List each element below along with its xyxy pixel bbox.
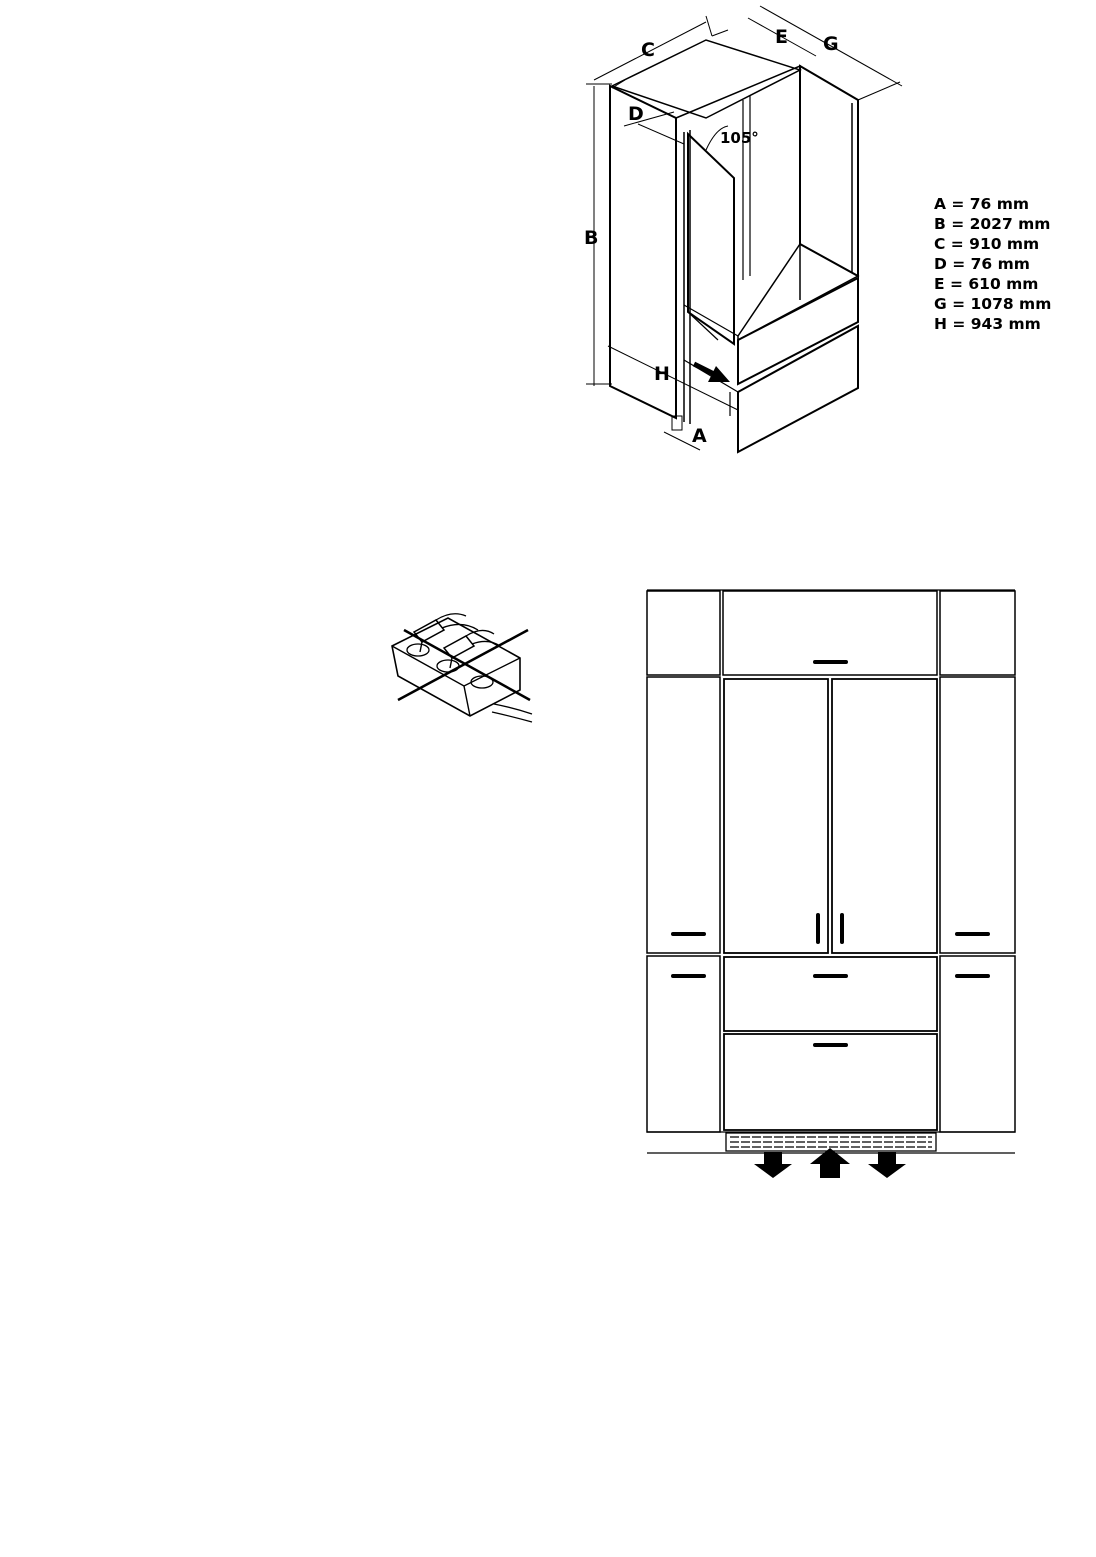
airflow-out-arrow-left: [754, 1152, 792, 1178]
dim-label-d: D: [628, 103, 644, 125]
freezer-drawer-lower-front: [738, 326, 858, 452]
legend-item-e: E = 610 mm: [934, 275, 1039, 293]
main-cord: [492, 712, 532, 722]
dim-g-ext: [858, 82, 900, 100]
fridge-door-right: [832, 679, 937, 953]
dim-label-e: E: [775, 26, 788, 48]
dimension-legend: [934, 195, 1051, 333]
legend-item-d: D = 76 mm: [934, 255, 1030, 273]
fridge-drawer-lower: [724, 1034, 937, 1130]
legend-item-g: G = 1078 mm: [934, 295, 1052, 313]
fridge-drawer-upper: [724, 957, 937, 1031]
side-cabinet-right-upper: [940, 677, 1015, 953]
upper-cabinet-right: [940, 591, 1015, 675]
installation-diagram: [584, 6, 1051, 452]
dim-label-b: B: [584, 227, 599, 249]
ventilation-grille: [726, 1133, 936, 1151]
airflow-out-arrow-right: [868, 1152, 906, 1178]
right-door-open: [800, 66, 858, 276]
power-strip-top-edge: [392, 646, 520, 686]
dim-c-ext: [706, 16, 712, 36]
side-cabinet-left-lower: [647, 956, 720, 1132]
freezer-drawer-open-top: [738, 244, 858, 340]
dim-label-g: G: [823, 33, 839, 55]
dim-c-notch-2: [712, 30, 728, 36]
dim-label-a: A: [692, 425, 707, 447]
power-strip-corner: [464, 686, 470, 716]
side-cabinet-right-lower: [940, 956, 1015, 1132]
power-strip-warning-icon: [392, 614, 532, 722]
legend-item-h: H = 943 mm: [934, 315, 1041, 333]
cross-out-line-2: [398, 630, 528, 700]
legend-item-a: A = 76 mm: [934, 195, 1030, 213]
airflow-arrow: [694, 364, 730, 382]
ventilation-diagram: [647, 590, 1015, 1178]
dim-label-h: H: [654, 363, 670, 385]
fridge-door-left: [724, 679, 828, 953]
drawer-side-line: [684, 305, 738, 336]
side-cabinet-left-upper: [647, 677, 720, 953]
dim-c-notch: [612, 80, 625, 88]
freezer-drawer-upper-front: [738, 278, 858, 384]
dim-d-ext: [638, 124, 684, 144]
left-door-open: [688, 134, 734, 344]
socket-1: [407, 644, 429, 656]
dim-label-c: C: [641, 39, 655, 61]
legend-item-b: B = 2027 mm: [934, 215, 1051, 233]
upper-cabinet-left: [647, 591, 720, 675]
door-angle-label: 105°: [720, 129, 759, 147]
legend-item-c: C = 910 mm: [934, 235, 1040, 253]
